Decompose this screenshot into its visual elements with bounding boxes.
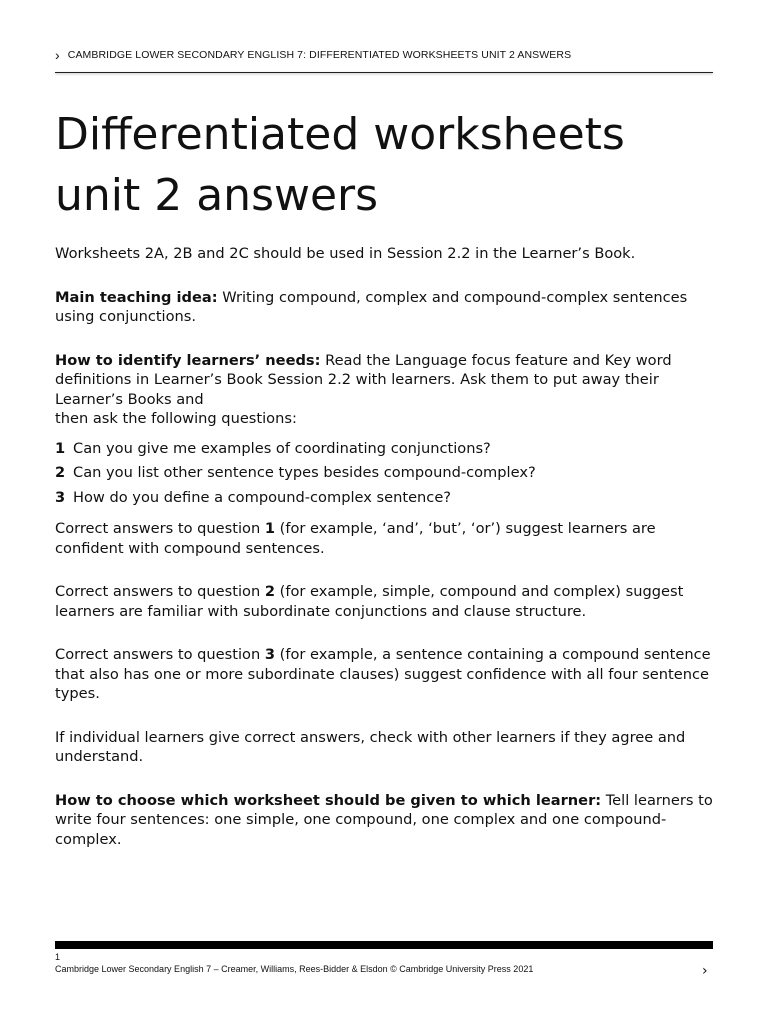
list-item (55, 488, 715, 508)
question-number: 2 (55, 464, 66, 481)
choose-worksheet-label: How to choose which worksheet should be given to which learner: (55, 791, 602, 809)
answer-number: 3 (264, 646, 275, 663)
choose-worksheet-text: Tell learners to write four sentences: one simple, one compound, one complex and one compound-complex. (55, 791, 713, 848)
question-number: 3 (55, 488, 66, 506)
main-teaching-idea-label: Main teaching idea: (55, 288, 218, 306)
page-number: 1 (55, 952, 61, 962)
answer-paragraph-2 (55, 582, 715, 621)
question-text: Can you list other sentence types besides compound-complex? (73, 464, 536, 481)
question-number: 1 (55, 439, 66, 457)
check-paragraph: If individual learners give correct answers, check with other learners if they agree and understand. (55, 728, 686, 765)
answer-prefix: Correct answers to question (55, 583, 265, 600)
answer-text: (for example, simple, compound and complex) suggest learners are familiar with subordinate conjunctions and clause structure. (55, 583, 684, 620)
answer-prefix: Correct answers to question (55, 646, 265, 663)
question-text: Can you give me examples of coordinating conjunctions? (73, 439, 491, 457)
chevron-right-icon: › (55, 47, 60, 63)
identify-needs-text-2: then ask the following questions: (55, 410, 297, 427)
identify-needs (55, 351, 715, 429)
list-item (55, 439, 715, 459)
footer-bar (55, 941, 713, 949)
intro-paragraph: Worksheets 2A, 2B and 2C should be used in Session 2.2 in the Learner’s Book. (55, 245, 636, 262)
chevron-right-icon: › (702, 963, 708, 979)
choose-worksheet (55, 791, 715, 850)
answer-text: (for example, ‘and’, ‘but’, ‘or’) suggest learners are confident with compound sentences. (55, 520, 656, 557)
page-title-line-2: unit 2 answers (55, 170, 379, 221)
answer-paragraph-1 (55, 519, 715, 558)
running-title: CAMBRIDGE LOWER SECONDARY ENGLISH 7: DIFFERENTIATED WORKSHEETS UNIT 2 ANSWERS (67, 49, 572, 61)
list-item (55, 463, 715, 483)
answer-text: (for example, a sentence containing a compound sentence that also has one or more subordinate clauses) suggest confidence with all four sentence types. (55, 646, 711, 702)
page-title (55, 104, 715, 226)
answer-paragraph-3 (55, 645, 715, 704)
answer-prefix: Correct answers to question (55, 520, 265, 537)
header-rule (55, 72, 713, 73)
page-title-line-1: Differentiated worksheets (55, 109, 625, 160)
copyright-line: Cambridge Lower Secondary English 7 – Creamer, Williams, Rees-Bidder & Elsdon © Cambridge University Press 2021 (55, 964, 534, 974)
answer-number: 1 (264, 520, 275, 537)
main-teaching-idea-text: Writing compound, complex and compound-complex sentences using conjunctions. (55, 288, 688, 325)
running-header (55, 48, 713, 62)
identify-needs-text: Read the Language focus feature and Key word definitions in Learner’s Book Session 2.2 with learners. Ask them to put away their Learner’s Books and (55, 351, 672, 408)
question-text: How do you define a compound-complex sentence? (73, 488, 452, 506)
main-teaching-idea (55, 288, 715, 327)
identify-needs-label: How to identify learners’ needs: (55, 351, 321, 369)
answer-number: 2 (264, 583, 275, 600)
question-list (55, 439, 715, 508)
document-body (55, 244, 715, 873)
